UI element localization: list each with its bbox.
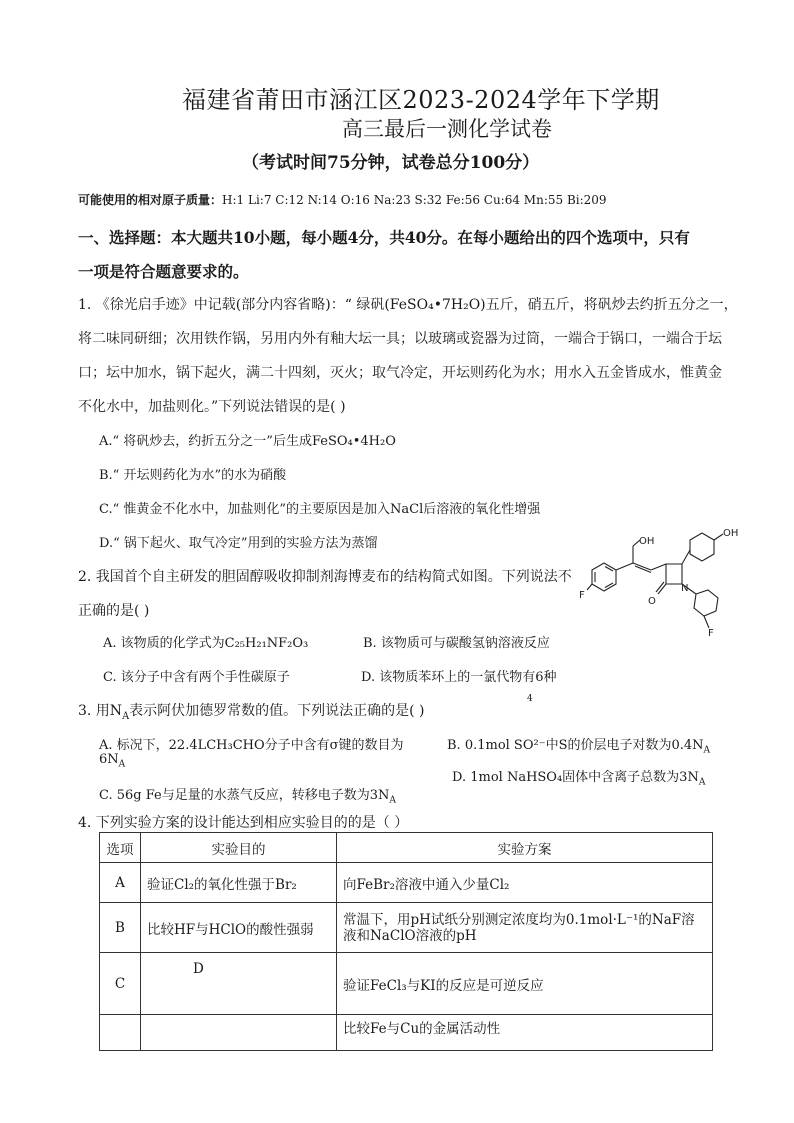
q3-option-a-value: 6N [99, 752, 119, 767]
mol-o-label: O [648, 596, 656, 607]
q1-stem-line4: 不化水中，加盐则化。”下列说法错误的是( ) [78, 399, 346, 415]
benzene-ring-left [592, 563, 616, 591]
row-option: B [100, 903, 141, 953]
q3-option-a-line2 [99, 752, 125, 770]
row-option: C [100, 953, 141, 1015]
row-plan: 向FeBr₂溶液中通入少量Cl₂ [337, 863, 713, 903]
benzene-ring-bottom [694, 590, 718, 616]
header-option: 选项 [100, 833, 141, 863]
q3-option-a-line1: A. 标况下，22.4LCH₃CHO分子中含有σ键的数目为 [99, 738, 404, 753]
atomic-mass-values: H:1 Li:7 C:12 N:14 O:16 Na:23 S:32 Fe:56 Cu:64 Mn:55 Bi:209 [222, 193, 607, 207]
exam-title-line2: 高三最后一测化学试卷 [342, 117, 552, 141]
row-plan: 验证FeCl₃与KI的反应是可逆反应 [337, 953, 713, 1015]
row-purpose [141, 1015, 337, 1051]
header-purpose: 实验目的 [141, 833, 337, 863]
section1-heading-line2: 一项是符合题意要求的。 [78, 262, 249, 281]
row-purpose: D [141, 953, 337, 1015]
q4-stem: 4. 下列实验方案的设计能达到相应实验目的的是（ ） [78, 815, 409, 831]
row-purpose: 比较HF与HClO的酸性强弱 [141, 903, 337, 953]
table-row [100, 903, 713, 953]
q3-stem [78, 700, 425, 722]
row-purpose: 验证Cl₂的氧化性强于Br₂ [141, 863, 337, 903]
q3-option-c-sub: A [389, 795, 396, 806]
q3-option-b-text: B. 0.1mol SO²⁻中S的价层电子对数为0.4N [447, 738, 704, 753]
q2-option-a: A. 该物质的化学式为C₂₅H₂₁NF₂O₃ [103, 636, 309, 651]
q1-option-b: B.“ 开坛则药化为水”的水为硝酸 [99, 468, 287, 483]
row-option [100, 1015, 141, 1051]
beta-lactam-ring [666, 564, 682, 584]
table-row [100, 1015, 713, 1051]
q2-option-d: D. 该物质苯环上的一氯代物有6种 [361, 670, 557, 685]
row-plan: 比较Fe与Cu的金属活动性 [337, 1015, 713, 1051]
q1-stem-line1: 1. 《徐光启手迹》中记载(部分内容省略)：“ 绿矾(FeSO₄•7H₂O)五斤，硝五斤，将矾炒去约折五分之一， [78, 297, 738, 313]
section1-heading-line1: 一、选择题：本大题共10小题，每小题4分，共40分。在每小题给出的四个选项中，只有 [78, 228, 690, 247]
q3-option-d [452, 766, 705, 788]
hybutimibe-structure-diagram [578, 528, 748, 646]
row-plan: 常温下，用pH试纸分别测定浓度均为0.1mol·L⁻¹的NaF溶液和NaClO溶液的pH [337, 903, 713, 953]
q3-option-c [99, 784, 396, 806]
table-header-row [100, 833, 713, 863]
table-row [100, 863, 713, 903]
exam-subtitle: （考试时间75分钟，试卷总分100分） [242, 153, 540, 173]
mol-oh-label-2: OH [723, 528, 739, 539]
exam-title-line1: 福建省莆田市涵江区2023-2024学年下学期 [182, 86, 660, 114]
row-option: A [100, 863, 141, 903]
q1-stem-line2: 将二味同研细；次用铁作锅，另用内外有釉大坛一具；以玻璃或瓷器为过筒，一端合于锅口，一端合于坛 [78, 331, 722, 347]
mol-f-label-2: F [708, 628, 714, 639]
q3-option-c-text: C. 56g Fe与足量的水蒸气反应，转移电子数为3N [99, 788, 390, 803]
q3-option-b-sub: A [703, 745, 711, 756]
q3-stem-part2: 表示阿伏加德罗常数的值。下列说法正确的是( ) [129, 703, 425, 719]
q3-option-d-text: D. 1mol NaHSO₄固体中含离子总数为3N [452, 770, 699, 785]
benzene-ring-top [690, 533, 714, 561]
q1-option-a: A.“ 将矾炒去，约折五分之一”后生成FeSO₄•4H₂O [99, 434, 396, 449]
mol-f-label-1: F [579, 590, 585, 601]
header-plan: 实验方案 [337, 833, 713, 863]
q3-superscript-4: 4 [527, 694, 533, 704]
table-row [100, 953, 713, 1015]
q3-option-b [447, 734, 710, 756]
q3-option-a-sub: A [118, 759, 126, 770]
q3-stem-sub: A [122, 710, 130, 722]
atomic-mass-line [78, 191, 607, 208]
mol-oh-label-1: OH [639, 536, 655, 547]
q2-option-c: C. 该分子中含有两个手性碳原子 [103, 670, 290, 685]
q2-option-b: B. 该物质可与碳酸氢钠溶液反应 [363, 636, 550, 651]
q1-option-c: C.“ 惟黄金不化水中，加盐则化”的主要原因是加入NaCl后溶液的氧化性增强 [99, 502, 541, 517]
mol-n-label: N [681, 583, 689, 594]
q3-option-d-sub: A [698, 777, 706, 788]
q2-stem-line2: 正确的是( ) [78, 603, 150, 619]
q1-stem-line3: 口；坛中加水，锅下起火，满二十四刻，灭火；取气冷定，开坛则药化为水；用水入五金皆成水，惟黄金 [78, 365, 722, 381]
q4-experiment-table [99, 832, 713, 1051]
q1-option-d: D.“ 锅下起火、取气冷定”用到的实验方法为蒸馏 [99, 536, 378, 551]
atomic-mass-label: 可能使用的相对原子质量： [78, 193, 223, 207]
q2-stem-line1: 2. 我国首个自主研发的胆固醇吸收抑制剂海博麦布的结构简式如图。下列说法不 [78, 569, 572, 585]
q3-stem-part1: 3. 用N [78, 703, 123, 719]
